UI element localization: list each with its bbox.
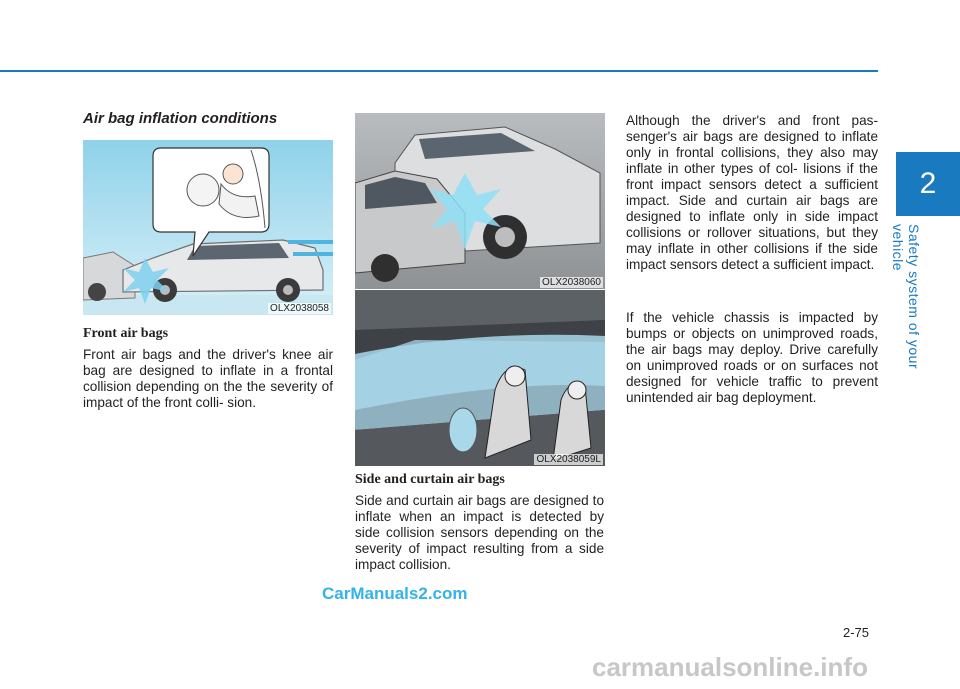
- side-curtain-heading: Side and curtain air bags: [355, 472, 505, 487]
- watermark-link[interactable]: CarManuals2.com: [322, 584, 468, 603]
- figure-code: OLX2038059L: [536, 454, 601, 465]
- figure-code: OLX2038060: [542, 277, 601, 288]
- side-curtain-text: Side and curtain air bags are designed to inflate when an impact is detected by side collision sensors depending on the severity of impact resulting from a side impact collision.: [355, 493, 604, 572]
- side-impact-illustration: [355, 113, 605, 289]
- front-airbag-illustration: [83, 140, 333, 315]
- header-rule: [0, 70, 878, 72]
- chapter-tab[interactable]: [896, 152, 960, 216]
- chapter-number: 2: [919, 167, 937, 200]
- front-airbag-figure: [83, 140, 333, 315]
- curtain-airbag-illustration: [355, 290, 605, 466]
- page-number: 2-75: [843, 625, 870, 640]
- front-airbags-heading: Front air bags: [83, 326, 169, 341]
- footer-watermark: carmanualsonline.info: [592, 652, 868, 682]
- figure-code: OLX2038058: [270, 303, 329, 314]
- curtain-airbag-figure: [355, 290, 605, 466]
- chapter-label: Safety system of your vehicle: [890, 224, 922, 370]
- right-paragraph-2: If the vehicle chassis is impacted by bumps or objects on unimproved roads, the air bags may deploy. Drive carefully on unimproved roads or on surfaces not designed for vehicle traffic to prevent unintended air bag deployment.: [626, 310, 878, 405]
- side-airbag-figure: [355, 113, 605, 289]
- right-paragraph-1: Although the driver's and front pas- senger's air bags are designed to inflate only in frontal collisions, they also may inflate in other types of col- lisions if the front impact sensors detect a sufficient impact. Side and curtain air bags are designed to inflate only in side impact collisions or rollover situations, but they may inflate in other collisions if the side impact sensors detect a sufficient impact.: [626, 113, 878, 272]
- front-airbags-text: Front air bags and the driver's knee air bag are designed to inflate in a frontal collision depending on the the severity of impact of the front colli- sion.: [83, 347, 333, 410]
- section-title: Air bag inflation conditions: [83, 110, 278, 127]
